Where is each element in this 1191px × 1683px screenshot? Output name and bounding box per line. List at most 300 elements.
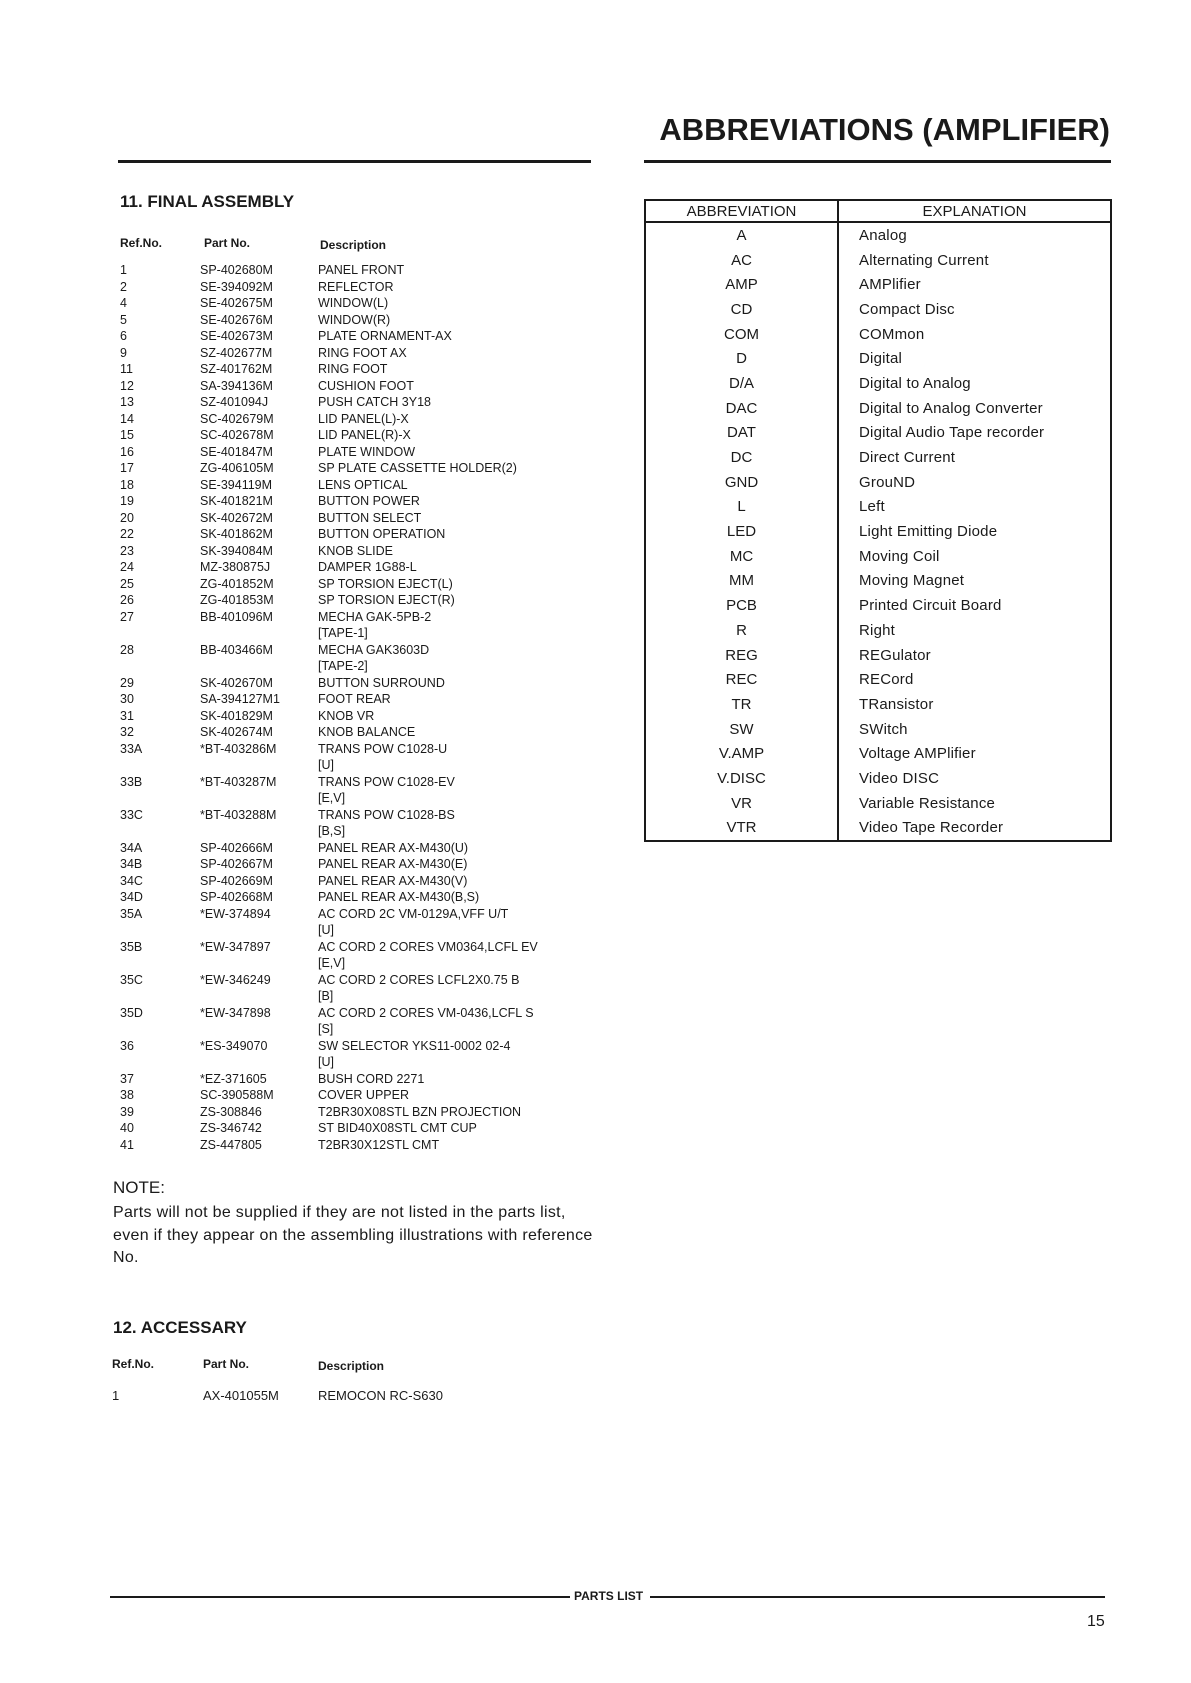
part-no: BB-403466M: [200, 642, 273, 657]
parts-row: [120, 394, 618, 411]
part-description: PANEL FRONT: [318, 263, 405, 277]
parts-row: [120, 774, 618, 791]
part-ref: 4: [120, 296, 127, 310]
part-ref: 14: [120, 411, 134, 426]
part-no: ZG-401853M: [200, 593, 274, 607]
abbr-row: [645, 569, 1111, 594]
parts-row: [120, 625, 618, 642]
parts-row: [120, 609, 618, 626]
abbr-row: [645, 248, 1111, 273]
part-no: SC-390588M: [200, 1088, 274, 1102]
final-assembly-title: 11. FINAL ASSEMBLY: [120, 192, 295, 211]
parts-row: [120, 840, 618, 857]
part-description: LID PANEL(L)-X: [318, 411, 409, 426]
part-description: AC CORD 2 CORES VM0364,LCFL EV: [318, 939, 538, 954]
note-text: Parts will not be supplied if they are not listed in the parts list, even if they appear on the assembling illustrations with reference No.: [113, 1204, 593, 1266]
part-no: *EZ-371605: [200, 1071, 267, 1086]
abbr-explanation: Analog: [859, 226, 907, 244]
parts-row: [120, 493, 618, 510]
part-ref: 34D: [120, 890, 143, 904]
part-description: [B]: [318, 989, 334, 1003]
part-description: LENS OPTICAL: [318, 477, 408, 492]
part-ref: 1: [120, 263, 127, 277]
part-no: SZ-401762M: [200, 362, 273, 376]
abbr-term: L: [645, 495, 838, 520]
abbr-explanation: Video Tape Recorder: [859, 819, 1004, 837]
parts-row: [120, 741, 618, 758]
abbr-explanation: Moving Magnet: [859, 572, 965, 590]
part-description: PANEL REAR AX-M430(E): [318, 857, 468, 871]
part-description: SP TORSION EJECT(R): [318, 593, 455, 607]
part-no: [200, 955, 318, 972]
footer-rule-left: [110, 1596, 570, 1598]
parts-row: [120, 939, 618, 956]
abbr-term: A: [645, 222, 838, 248]
parts-row: [120, 675, 618, 692]
parts-row: [120, 807, 618, 824]
parts-row: [120, 642, 618, 659]
part-ref: [120, 1021, 200, 1038]
parts-row: [120, 526, 618, 543]
part-ref: 35A: [120, 906, 143, 921]
part-no: [200, 922, 318, 939]
header-rule-left: [118, 160, 591, 163]
abbr-term: REC: [645, 667, 838, 692]
part-description: CUSHION FOOT: [318, 378, 414, 393]
part-description: DAMPER 1G88-L: [318, 560, 417, 574]
abbr-explanation: Compact Disc: [859, 300, 955, 318]
part-no: *BT-403286M: [200, 741, 277, 756]
part-description: TRANS POW C1028-BS: [318, 807, 455, 822]
part-no: *EW-347897: [200, 939, 271, 954]
part-ref: 9: [120, 345, 127, 360]
part-no: *EW-346249: [200, 972, 271, 987]
abbr-term: R: [645, 618, 838, 643]
part-no: [200, 1054, 318, 1071]
abbr-row: [645, 618, 1111, 643]
part-no: SE-394092M: [200, 279, 273, 294]
parts-row: [120, 922, 618, 939]
part-ref: 35D: [120, 1005, 143, 1020]
part-ref: 20: [120, 510, 134, 525]
abbr-row: [645, 272, 1111, 297]
part-description: PLATE WINDOW: [318, 444, 415, 459]
part-ref: 18: [120, 477, 134, 492]
part-ref: 19: [120, 494, 134, 508]
part-description: T2BR30X08STL BZN PROJECTION: [318, 1104, 522, 1119]
parts-row: [120, 1021, 618, 1038]
part-no: [200, 823, 318, 840]
parts-row: [120, 1120, 618, 1137]
abbr-term: V.DISC: [645, 766, 838, 791]
part-description: LID PANEL(R)-X: [318, 428, 411, 442]
part-no: *BT-403287M: [200, 774, 277, 789]
abbr-explanation: Digital to Analog: [859, 374, 971, 392]
parts-row: [120, 1104, 618, 1121]
accessary-title: 12. ACCESSARY: [113, 1318, 247, 1337]
part-no: *ES-349070: [200, 1038, 268, 1053]
part-no: SE-394119M: [200, 477, 273, 492]
part-ref: 6: [120, 329, 127, 343]
abbr-term: VR: [645, 791, 838, 816]
abbr-body: [645, 222, 1111, 841]
parts-row: [120, 477, 618, 494]
page-number: 15: [1087, 1613, 1105, 1630]
part-description: KNOB VR: [318, 708, 375, 723]
part-ref: 2: [120, 279, 127, 294]
parts-row: [120, 823, 618, 840]
part-no: ZS-346742: [200, 1121, 262, 1135]
part-description: KNOB SLIDE: [318, 543, 394, 558]
part-ref: 5: [120, 312, 127, 327]
part-no: [200, 1021, 318, 1038]
parts-list: [120, 262, 618, 1153]
part-ref: [120, 823, 200, 840]
abbr-row: [645, 519, 1111, 544]
part-no: SE-402676M: [200, 312, 273, 327]
part-ref: 35B: [120, 939, 143, 954]
part-description: BUTTON SURROUND: [318, 675, 445, 690]
parts-row: [120, 790, 618, 807]
part-description: AC CORD 2C VM-0129A,VFF U/T: [318, 906, 509, 921]
abbr-explanation: Printed Circuit Board: [859, 597, 1002, 615]
part-ref: 36: [120, 1038, 134, 1053]
abbr-term: LED: [645, 519, 838, 544]
parts-row: [120, 559, 618, 576]
abbr-row: [645, 396, 1111, 421]
abbr-row: [645, 222, 1111, 248]
parts-row: [120, 312, 618, 329]
part-ref: [120, 658, 200, 675]
part-description: MECHA GAK3603D: [318, 642, 430, 657]
part-no: SP-402669M: [200, 873, 273, 888]
part-ref: 16: [120, 444, 134, 459]
part-ref: 11: [120, 362, 133, 376]
part-description: [E,V]: [318, 791, 346, 805]
part-no: *EW-347898: [200, 1005, 271, 1020]
part-description: PLATE ORNAMENT-AX: [318, 329, 452, 343]
part-no: SP-402667M: [200, 857, 273, 871]
part-ref: [120, 625, 200, 642]
part-no: SK-394084M: [200, 543, 273, 558]
parts-row: [120, 873, 618, 890]
abbr-col-head-abbreviation: ABBREVIATION: [645, 200, 838, 222]
part-no: SE-401847M: [200, 444, 273, 459]
part-ref: 39: [120, 1104, 134, 1119]
part-description: [B,S]: [318, 824, 346, 838]
parts-row: [120, 345, 618, 362]
abbr-explanation: REGulator: [859, 646, 931, 664]
part-no: SK-401821M: [200, 494, 273, 508]
abbr-term: D: [645, 346, 838, 371]
part-no: SC-402679M: [200, 411, 274, 426]
parts-row: [120, 708, 618, 725]
parts-row: [120, 691, 618, 708]
abbr-row: [645, 717, 1111, 742]
parts-row: [120, 1054, 618, 1071]
part-no: SE-402673M: [200, 329, 273, 343]
abbr-explanation: Voltage AMPlifier: [859, 745, 976, 763]
parts-row: [120, 1038, 618, 1055]
part-no: SP-402668M: [200, 890, 273, 904]
abbr-explanation: Digital Audio Tape recorder: [859, 424, 1045, 442]
parts-row: [120, 856, 618, 873]
abbr-header-row: [645, 200, 1111, 222]
part-ref: [120, 790, 200, 807]
part-ref: 37: [120, 1071, 134, 1086]
acc-part-no: AX-401055M: [203, 1388, 279, 1403]
abbr-explanation: Left: [859, 498, 885, 516]
part-ref: 38: [120, 1088, 134, 1102]
part-no: SE-402675M: [200, 296, 273, 310]
abbr-row: [645, 470, 1111, 495]
part-description: BUSH CORD 2271: [318, 1071, 425, 1086]
part-ref: 41: [120, 1137, 134, 1152]
part-no: SK-402672M: [200, 510, 273, 525]
abbr-explanation: TRansistor: [859, 695, 934, 713]
part-description: MECHA GAK-5PB-2: [318, 609, 432, 624]
part-description: SP TORSION EJECT(L): [318, 576, 453, 591]
part-no: ZG-401852M: [200, 576, 274, 591]
part-ref: 34B: [120, 857, 143, 871]
abbr-row: [645, 544, 1111, 569]
part-no: [200, 658, 318, 675]
col-head-desc: Description: [320, 238, 387, 252]
part-ref: 15: [120, 428, 134, 442]
part-description: SP PLATE CASSETTE HOLDER(2): [318, 461, 517, 475]
part-description: BUTTON SELECT: [318, 510, 422, 525]
parts-row: [120, 543, 618, 560]
parts-row: [120, 972, 618, 989]
part-no: SZ-401094J: [200, 395, 269, 409]
col-head-part: Part No.: [204, 236, 251, 250]
part-ref: 35C: [120, 972, 143, 987]
part-no: BB-401096M: [200, 609, 273, 624]
abbr-term: DC: [645, 445, 838, 470]
parts-row: [120, 510, 618, 527]
part-ref: 32: [120, 725, 134, 739]
part-description: COVER UPPER: [318, 1088, 409, 1102]
abbr-row: [645, 421, 1111, 446]
part-description: [E,V]: [318, 956, 346, 970]
abbr-term: D/A: [645, 371, 838, 396]
parts-row: [120, 411, 618, 428]
abbr-col-head-explanation: EXPLANATION: [838, 200, 1111, 222]
part-ref: 34C: [120, 873, 143, 888]
abbr-row: [645, 495, 1111, 520]
part-description: PUSH CATCH 3Y18: [318, 395, 431, 409]
part-description: RING FOOT AX: [318, 345, 407, 360]
part-description: [U]: [318, 1055, 334, 1069]
parts-row: [120, 279, 618, 296]
parts-row: [120, 658, 618, 675]
abbr-explanation: SWitch: [859, 720, 908, 738]
parts-row: [120, 1137, 618, 1154]
part-description: ST BID40X08STL CMT CUP: [318, 1121, 477, 1135]
acc-col-head-ref: Ref.No.: [112, 1357, 154, 1371]
part-ref: 13: [120, 395, 134, 409]
acc-col-head-part: Part No.: [203, 1357, 250, 1371]
acc-description: REMOCON RC-S630: [318, 1388, 443, 1403]
part-no: [200, 625, 318, 642]
part-description: REFLECTOR: [318, 279, 394, 294]
parts-row: [120, 427, 618, 444]
abbr-explanation: Moving Coil: [859, 547, 940, 565]
parts-row: [120, 262, 618, 279]
abbr-explanation: COMmon: [859, 325, 925, 343]
abbr-explanation: Variable Resistance: [859, 794, 996, 812]
abbr-term: AMP: [645, 272, 838, 297]
part-description: KNOB BALANCE: [318, 725, 416, 739]
parts-row: [120, 889, 618, 906]
part-description: WINDOW(L): [318, 296, 389, 310]
part-ref: [120, 922, 200, 939]
parts-row: [120, 724, 618, 741]
abbr-row: [645, 322, 1111, 347]
part-description: FOOT REAR: [318, 692, 391, 706]
abbr-row: [645, 741, 1111, 766]
part-description: SW SELECTOR YKS11-0002 02-4: [318, 1038, 511, 1053]
part-no: SK-402674M: [200, 725, 273, 739]
abbr-row: [645, 667, 1111, 692]
abbr-term: MM: [645, 569, 838, 594]
part-no: *EW-374894: [200, 906, 271, 921]
part-description: [TAPE-2]: [318, 659, 368, 673]
header-rule-right: [644, 160, 1111, 163]
part-no: SK-401829M: [200, 708, 273, 723]
parts-row: [120, 1071, 618, 1088]
col-head-ref: Ref.No.: [120, 236, 162, 250]
part-no: SZ-402677M: [200, 345, 273, 360]
part-ref: 33A: [120, 741, 143, 756]
parts-row: [120, 757, 618, 774]
part-ref: 33B: [120, 774, 143, 789]
abbr-row: [645, 692, 1111, 717]
abbr-term: PCB: [645, 593, 838, 618]
parts-row: [120, 1005, 618, 1022]
part-ref: 29: [120, 675, 134, 690]
abbr-row: [645, 766, 1111, 791]
part-description: TRANS POW C1028-EV: [318, 774, 455, 789]
parts-row: [120, 592, 618, 609]
part-no: [200, 790, 318, 807]
abbr-explanation: Digital to Analog Converter: [859, 399, 1043, 417]
accessary-row: [112, 1388, 443, 1403]
part-no: *BT-403288M: [200, 807, 277, 822]
part-description: AC CORD 2 CORES VM-0436,LCFL S: [318, 1005, 534, 1020]
footer-label: PARTS LIST: [570, 1589, 647, 1603]
part-description: WINDOW(R): [318, 312, 391, 327]
acc-ref: 1: [112, 1388, 120, 1403]
part-ref: 17: [120, 461, 134, 475]
parts-row: [120, 906, 618, 923]
page-title: ABBREVIATIONS (AMPLIFIER): [659, 112, 1110, 147]
part-no: SP-402680M: [200, 263, 273, 277]
part-ref: 31: [120, 708, 134, 723]
part-ref: 28: [120, 642, 134, 657]
abbr-term: VTR: [645, 816, 838, 842]
abbr-term: REG: [645, 643, 838, 668]
part-no: SA-394136M: [200, 378, 273, 393]
abbr-row: [645, 371, 1111, 396]
abbr-explanation: GrouND: [859, 473, 916, 491]
part-no: SK-402670M: [200, 675, 273, 690]
part-ref: 22: [120, 527, 134, 541]
abbr-row: [645, 297, 1111, 322]
abbreviations-table: [644, 199, 1112, 842]
abbr-explanation: Digital: [859, 350, 903, 368]
part-description: PANEL REAR AX-M430(U): [318, 840, 469, 855]
part-description: [S]: [318, 1022, 334, 1036]
parts-row: [120, 361, 618, 378]
part-ref: [120, 1054, 200, 1071]
abbr-term: GND: [645, 470, 838, 495]
abbr-explanation: Direct Current: [859, 449, 956, 467]
part-no: [200, 757, 318, 774]
abbr-term: COM: [645, 322, 838, 347]
part-no: MZ-380875J: [200, 560, 271, 574]
part-ref: 25: [120, 576, 134, 591]
part-ref: 24: [120, 560, 134, 574]
abbr-explanation: Right: [859, 621, 896, 639]
abbr-explanation: RECord: [859, 671, 914, 689]
part-no: ZS-308846: [200, 1104, 262, 1119]
abbr-explanation: Alternating Current: [859, 251, 989, 269]
parts-row: [120, 295, 618, 312]
abbr-term: V.AMP: [645, 741, 838, 766]
part-ref: [120, 988, 200, 1005]
part-description: AC CORD 2 CORES LCFL2X0.75 B: [318, 972, 520, 987]
abbr-row: [645, 816, 1111, 842]
part-ref: [120, 757, 200, 774]
abbr-term: AC: [645, 248, 838, 273]
part-description: [TAPE-1]: [318, 626, 368, 640]
footer-rule-right: [650, 1596, 1105, 1598]
part-ref: [120, 955, 200, 972]
abbr-term: DAC: [645, 396, 838, 421]
abbr-explanation: Light Emitting Diode: [859, 523, 998, 541]
part-no: SC-402678M: [200, 428, 274, 442]
abbr-term: MC: [645, 544, 838, 569]
parts-row: [120, 460, 618, 477]
note-heading: NOTE:: [113, 1178, 165, 1197]
part-ref: 23: [120, 543, 134, 558]
part-description: RING FOOT: [318, 362, 388, 376]
part-no: SA-394127M1: [200, 692, 280, 706]
parts-row: [120, 576, 618, 593]
part-ref: 40: [120, 1121, 134, 1135]
abbr-row: [645, 643, 1111, 668]
part-ref: 34A: [120, 840, 143, 855]
part-no: ZG-406105M: [200, 461, 274, 475]
part-description: T2BR30X12STL CMT: [318, 1137, 440, 1152]
parts-row: [120, 988, 618, 1005]
abbr-term: CD: [645, 297, 838, 322]
parts-row: [120, 444, 618, 461]
part-no: SP-402666M: [200, 840, 273, 855]
abbr-row: [645, 445, 1111, 470]
part-ref: 12: [120, 378, 134, 393]
part-description: BUTTON POWER: [318, 494, 420, 508]
parts-row: [120, 328, 618, 345]
part-no: SK-401862M: [200, 527, 273, 541]
part-ref: 27: [120, 609, 134, 624]
part-ref: 33C: [120, 807, 143, 822]
abbr-row: [645, 346, 1111, 371]
parts-row: [120, 955, 618, 972]
part-description: [U]: [318, 758, 334, 772]
abbr-term: DAT: [645, 421, 838, 446]
